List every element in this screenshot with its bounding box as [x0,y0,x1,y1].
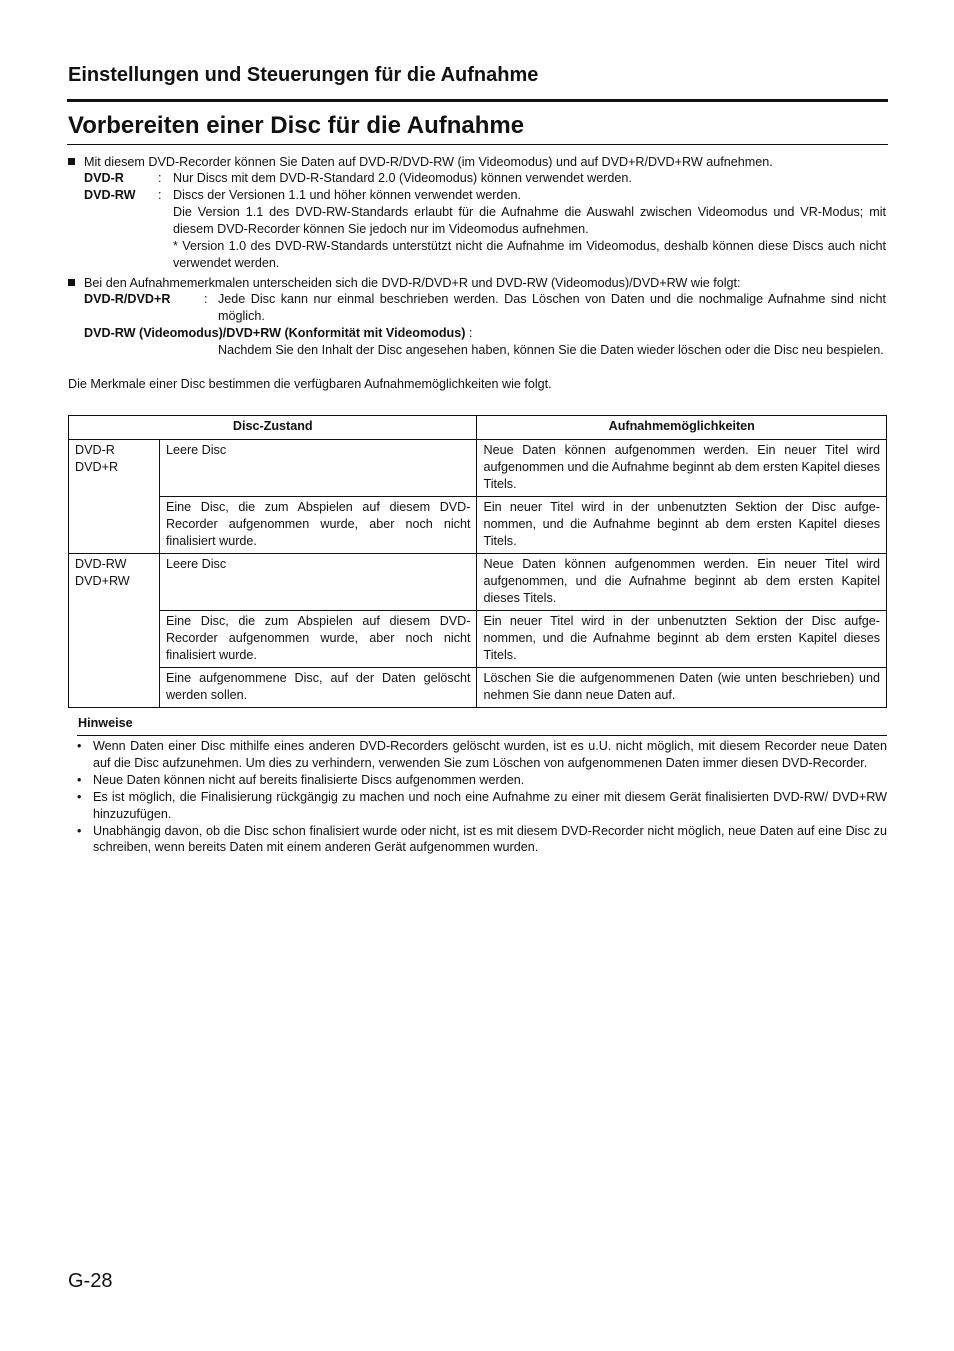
note-text: Wenn Daten einer Disc mithilfe eines anderen DVD-Recorders gelöscht wurden, ist es u.U. nicht möglich, mit diesem Recorder neue Daten auf die Disc aufzunehmen. Um dies zu verhindern, verwenden Sie zum Löschen von aufgenommenen Daten immer diesen DVD-Recorder. [93,739,887,770]
disc-type-cell: DVD-RW DVD+RW [69,553,160,707]
table-row [69,667,887,707]
bullet-icon: • [77,789,82,804]
square-bullet-icon [68,158,75,165]
bullet-icon: • [77,823,82,838]
table-header-row [69,416,887,440]
table-row [69,610,887,667]
notes-title: Hinweise [78,716,133,730]
recording-option-cell: Neue Daten können aufgenommen werden. Ein neuer Titel wird aufgenommen, und die Aufnahme beginnt ab dem ersten Kapitel dieses Titels. [477,553,887,610]
bullet-icon: • [77,772,82,787]
dvdrw-note: * Version 1.0 des DVD-RW-Standards unterstützt nicht die Aufnahme im Videomodus, deshalb können diese Discs auch nicht verwendet werden. [173,239,886,270]
column-header: Aufnahmemöglichkeiten [477,416,887,440]
table-row [69,553,887,610]
table-row [69,496,887,553]
recording-option-cell: Ein neuer Titel wird in der unbenutzten Sektion der Disc aufge-nommen, und die Aufnahme beginnt ab dem ersten Kapitel dieses Titels. [477,496,887,553]
notes-rule [77,735,887,736]
rw-text: Nachdem Sie den Inhalt der Disc angesehen haben, können Sie die Daten wieder löschen oder die Disc neu bespielen. [218,343,884,357]
table-row [69,439,887,496]
list-item [77,738,887,772]
disc-type-cell: DVD-R DVD+R [69,439,160,553]
note-text: Es ist möglich, die Finalisierung rückgängig zu machen und noch eine Aufnahme zu einer mit diesem Gerät finalisierten DVD-RW/ DVD+RW hinzuzufügen. [93,789,887,821]
list-item [77,789,887,823]
dvdr-label: DVD-R [84,171,124,185]
dvdr-dvdplusr-text: Jede Disc kann nur einmal beschrieben werden. Das Löschen von Daten und die nochmalige Aufnahme sind nicht möglich. [218,292,886,323]
title-rule [67,144,888,145]
list-item [77,823,887,857]
list-item [77,772,887,789]
dvdrw-label: DVD-RW [84,188,136,202]
disc-state-cell: Leere Disc [159,439,477,496]
header-rule [67,99,888,102]
intro-text-2: Bei den Aufnahmemerkmalen unterscheiden sich die DVD-R/DVD+R und DVD-RW (Videomodus)/DVD+RW wie folgt: [84,276,741,290]
disc-table [68,415,887,708]
dvdrw-text-2: Die Version 1.1 des DVD-RW-Standards erlaubt für die Aufnahme die Auswahl zwischen Videomodus und VR-Modus; mit diesem DVD-Recorder können Sie jedoch nur im Videomodus aufnehmen. [173,205,886,236]
rw-label: DVD-RW (Videomodus)/DVD+RW (Konformität mit Videomodus) [84,326,466,340]
recording-option-cell: Löschen Sie die aufgenommenen Daten (wie unten beschrieben) und nehmen Sie dann neue Daten auf. [477,667,887,707]
notes-list [77,738,887,856]
dvdr-text: Nur Discs mit dem DVD-R-Standard 2.0 (Videomodus) können verwendet werden. [173,171,632,185]
page-number: G-28 [68,1270,113,1292]
dvdr-dvdplusr-label: DVD-R/DVD+R [84,292,171,306]
page-title: Vorbereiten einer Disc für die Aufnahme [68,112,525,139]
colon: : [158,171,162,185]
intro-text-1: Mit diesem DVD-Recorder können Sie Daten auf DVD-R/DVD-RW (im Videomodus) und auf DVD+R/DVD+RW aufnehmen. [84,155,773,169]
colon: : [204,292,208,306]
rw-label-line: DVD-RW (Videomodus)/DVD+RW (Konformität mit Videomodus) : [84,326,473,340]
square-bullet-icon [68,279,75,286]
summary-text: Die Merkmale einer Disc bestimmen die verfügbaren Aufnahmemöglichkeiten wie folgt. [68,377,552,391]
disc-state-cell: Leere Disc [159,553,477,610]
disc-state-cell: Eine aufgenommene Disc, auf der Daten gelöscht werden sollen. [159,667,477,707]
section-title: Einstellungen und Steuerungen für die Aufnahme [68,64,539,86]
recording-option-cell: Ein neuer Titel wird in der unbenutzten Sektion der Disc aufge-nommen, und die Aufnahme beginnt ab dem ersten Kapitel dieses Titels. [477,610,887,667]
recording-option-cell: Neue Daten können aufgenommen werden. Ein neuer Titel wird aufgenommen und die Aufnahme beginnt ab dem ersten Kapitel dieses Titels. [477,439,887,496]
column-header: Disc-Zustand [69,416,477,440]
disc-state-cell: Eine Disc, die zum Abspielen auf diesem DVD-Recorder aufgenommen wurde, aber noch nicht finalisiert wurde. [159,496,477,553]
disc-state-cell: Eine Disc, die zum Abspielen auf diesem DVD-Recorder aufgenommen wurde, aber noch nicht finalisiert wurde. [159,610,477,667]
dvdrw-text-1: Discs der Versionen 1.1 und höher können verwendet werden. [173,188,521,202]
note-text: Unabhängig davon, ob die Disc schon finalisiert wurde oder nicht, ist es mit diesem DVD-Recorder nicht möglich, neue Daten auf eine Disc zu schreiben, wenn bereits Daten mit einem anderen Gerät aufgenommen wurden. [93,823,887,855]
colon: : [158,188,162,202]
note-text: Neue Daten können nicht auf bereits finalisierte Discs aufgenommen werden. [93,772,525,787]
bullet-icon: • [77,739,82,753]
